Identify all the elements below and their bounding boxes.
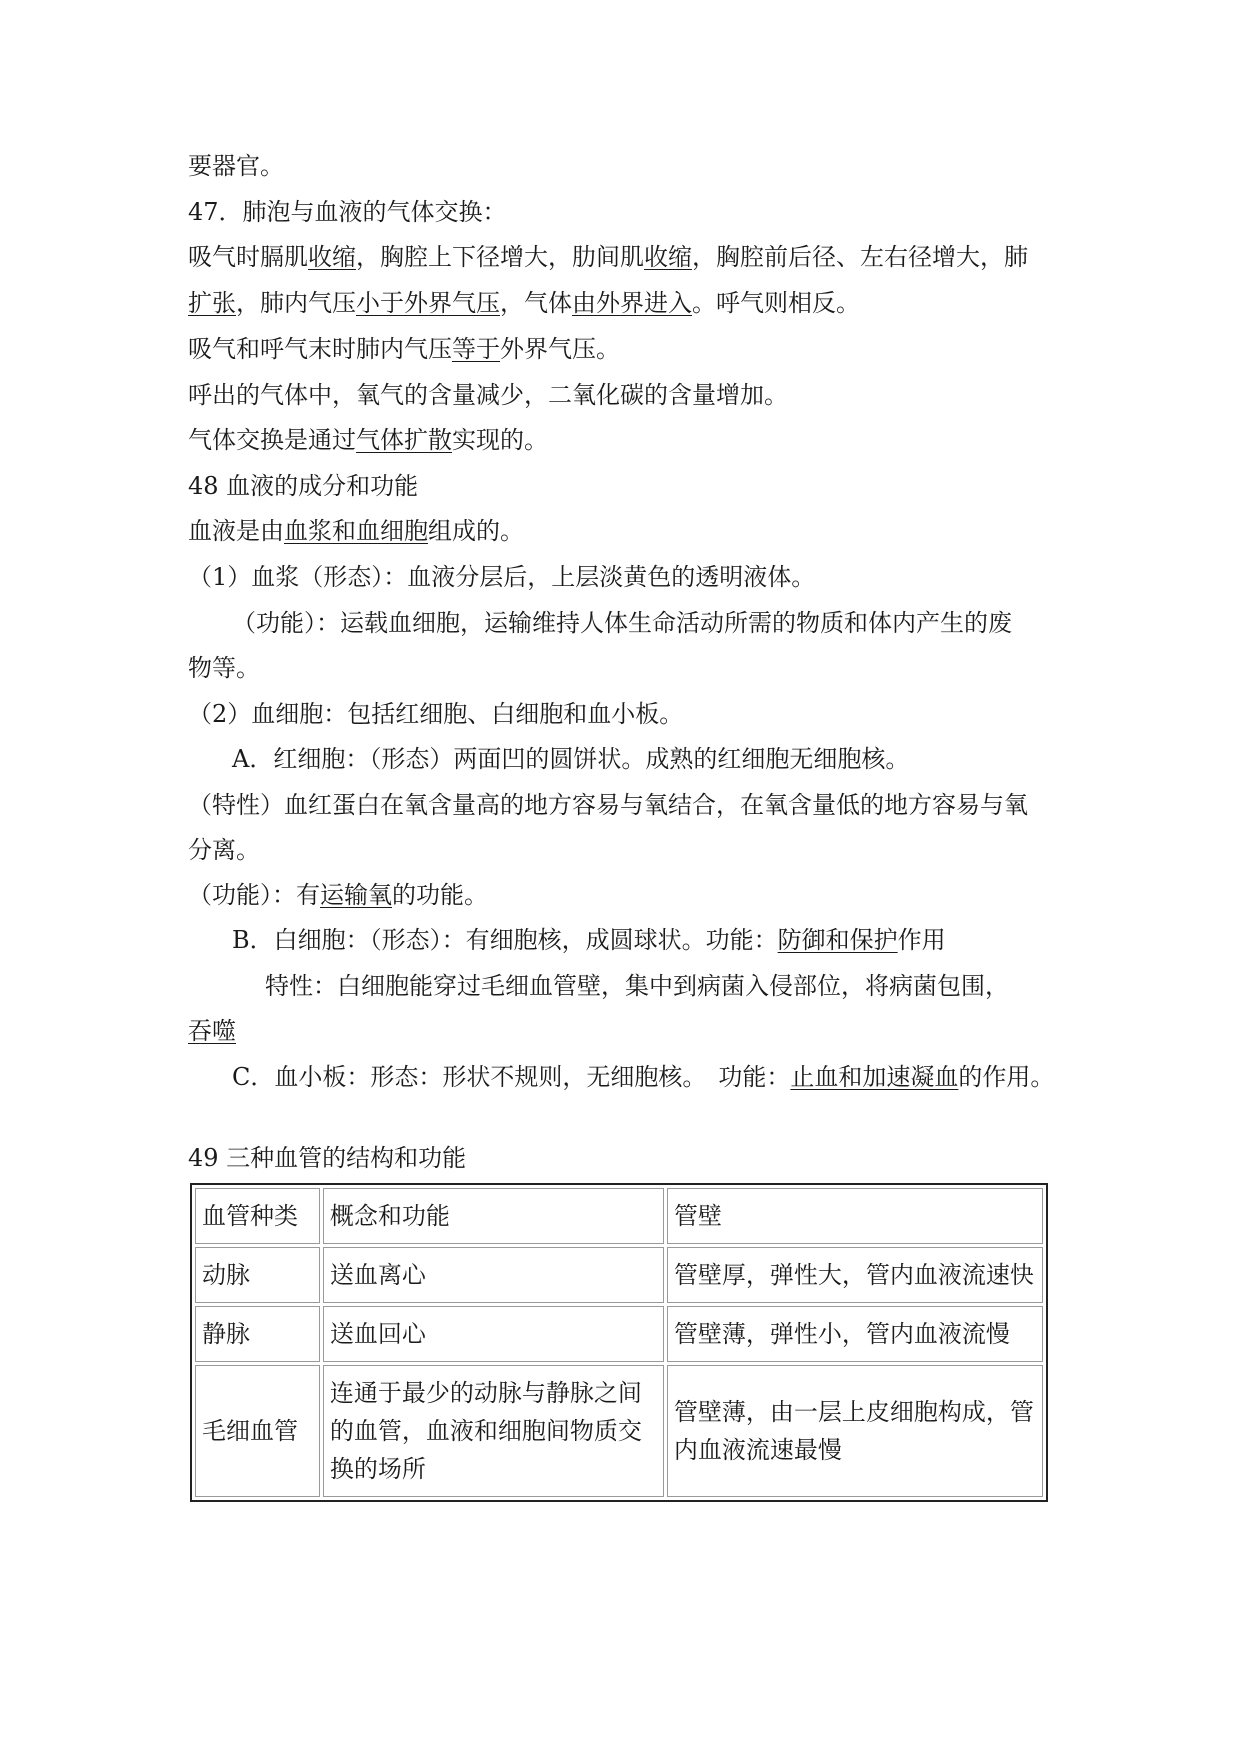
text-line: 吞噬	[188, 1017, 236, 1045]
blood-vessel-table	[190, 1183, 1048, 1502]
text-line: （2）血细胞：包括红细胞、白细胞和血小板。	[188, 700, 684, 728]
table-row	[195, 1247, 1043, 1303]
table-cell: 管壁薄，由一层上皮细胞构成，管内血液流速最慢	[667, 1365, 1043, 1497]
table-header-cell: 管壁	[667, 1188, 1043, 1244]
table-row	[195, 1306, 1043, 1362]
table-cell: 静脉	[195, 1306, 320, 1362]
text-line: 物等。	[188, 654, 260, 682]
text-line: 吸气和呼气末时肺内气压等于外界气压。	[188, 335, 620, 363]
text-line: 要器官。	[188, 152, 284, 180]
text-line: 呼出的气体中，氧气的含量减少，二氧化碳的含量增加。	[188, 381, 788, 409]
table-cell: 连通于最少的动脉与静脉之间的血管，血液和细胞间物质交换的场所	[323, 1365, 664, 1497]
text-line: （特性）血红蛋白在氧含量高的地方容易与氧结合，在氧含量低的地方容易与氧	[188, 791, 1028, 819]
text-line: 扩张，肺内气压小于外界气压，气体由外界进入。呼气则相反。	[188, 289, 860, 317]
text-line: 气体交换是通过气体扩散实现的。	[188, 426, 548, 454]
table-header-cell: 概念和功能	[323, 1188, 664, 1244]
text-line: 吸气时膈肌收缩，胸腔上下径增大，肋间肌收缩，胸腔前后径、左右径增大，肺	[188, 243, 1028, 271]
table-cell: 管壁厚，弹性大，管内血液流速快	[667, 1247, 1043, 1303]
section-heading-49: 49 三种血管的结构和功能	[188, 1144, 467, 1172]
text-line: （功能）：运载血细胞，运输维持人体生命活动所需的物质和体内产生的废	[232, 609, 1012, 637]
text-line: A．红细胞：（形态）两面凹的圆饼状。成熟的红细胞无细胞核。	[232, 745, 910, 773]
text-line: （1）血浆（形态）：血液分层后，上层淡黄色的透明液体。	[188, 563, 816, 591]
table-cell: 管壁薄，弹性小，管内血液流慢	[667, 1306, 1043, 1362]
text-line: B．白细胞：（形态）：有细胞核，成圆球状。功能：防御和保护作用	[232, 926, 946, 954]
table-header-row	[195, 1188, 1043, 1244]
table-cell: 毛细血管	[195, 1365, 320, 1497]
section-heading-47: 47．肺泡与血液的气体交换：	[188, 198, 507, 226]
table-row	[195, 1365, 1043, 1497]
text-line: C．血小板：形态：形状不规则，无细胞核。 功能：止血和加速凝血的作用。	[232, 1063, 1055, 1091]
text-line: 分离。	[188, 836, 260, 864]
table-cell: 送血回心	[323, 1306, 664, 1362]
section-heading-48: 48 血液的成分和功能	[188, 472, 419, 500]
text-line: （功能）：有运输氧的功能。	[188, 881, 488, 909]
table-cell: 动脉	[195, 1247, 320, 1303]
text-line: 特性：白细胞能穿过毛细血管壁，集中到病菌入侵部位，将病菌包围，	[265, 972, 1009, 1000]
table-header-cell: 血管种类	[195, 1188, 320, 1244]
table-cell: 送血离心	[323, 1247, 664, 1303]
text-line: 血液是由血浆和血细胞组成的。	[188, 517, 524, 545]
